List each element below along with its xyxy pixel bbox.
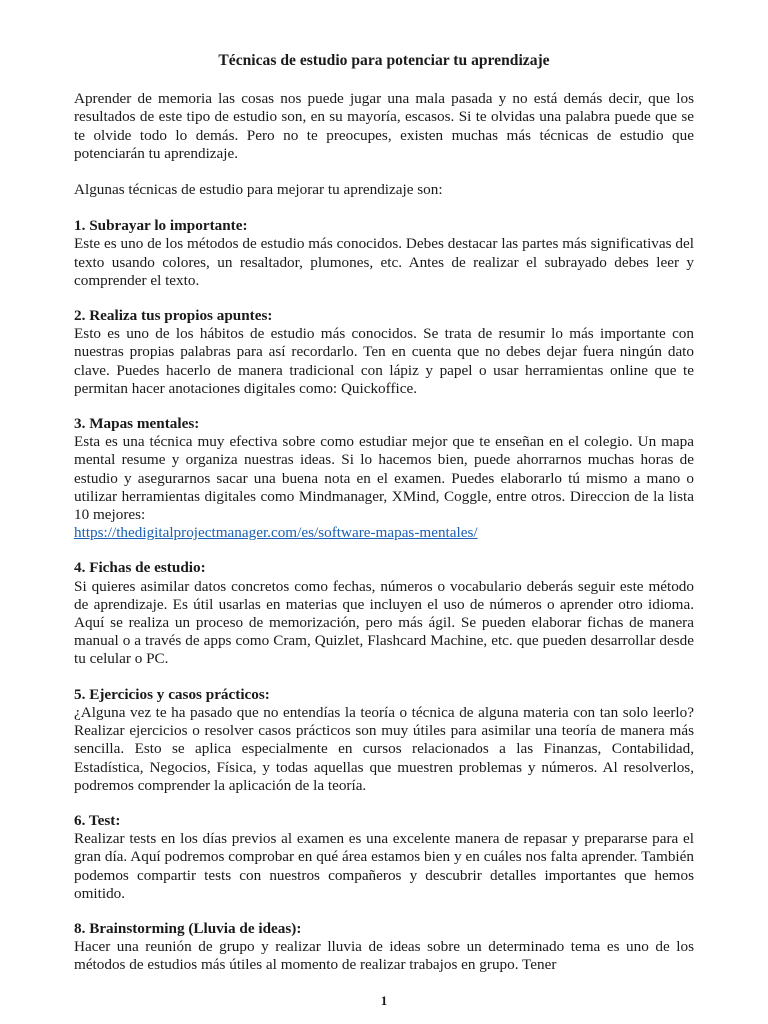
section-mapas-mentales — [74, 415, 694, 542]
section-subrayar — [74, 217, 694, 290]
section-heading: 2. Realiza tus propios apuntes: — [74, 307, 273, 325]
section-body: ¿Alguna vez te ha pasado que no entendías la teoría o técnica de alguna materia con tan solo leerlo? Realizar ejercicios o resolver casos prácticos son muy útiles para asimilar una teoría de manera más sencilla. Esto se aplica especialmente en cursos relacionados a las Finanzas, Contabilidad, Estadística, Negocios, Física, y todas aquellas que muestren problemas y números. Al resolverlos, podremos comprender la aplicación de la teoría. — [74, 703, 694, 794]
section-apuntes — [74, 307, 694, 398]
intro-paragraph: Aprender de memoria las cosas nos puede jugar una mala pasada y no está demás decir, que los resultados de este tipo de estudio son, en su mayoría, escasos. Si te olvidas una palabra puede que se te olvide todo lo demás. Pero no te preocupes, existen muchas más técnicas de estudio que potenciarán tu aprendizaje. — [74, 90, 694, 162]
lead-paragraph: Algunas técnicas de estudio para mejorar tu aprendizaje son: — [74, 181, 443, 199]
section-heading: 8. Brainstorming (Lluvia de ideas): — [74, 919, 302, 937]
section-test — [74, 812, 694, 903]
section-body: Si quieres asimilar datos concretos como fechas, números o vocabulario deberás seguir este método de aprendizaje. Es útil usarlas en materias que incluyen el uso de números o aprender otro idioma. Aquí se realiza un proceso de memorización, pero más ágil. Se pueden elaborar fichas de manera manual o a través de apps como Cram, Quizlet, Flashcard Machine, etc. que pueden desarrollar desde tu celular o PC. — [74, 577, 694, 668]
section-brainstorming — [74, 920, 694, 975]
section-body: Hacer una reunión de grupo y realizar lluvia de ideas sobre un determinado tema es uno de los métodos de estudios más útiles al momento de realizar trabajos en grupo. Tener — [74, 938, 694, 974]
section-heading: 3. Mapas mentales: — [74, 415, 200, 433]
section-body: Esto es uno de los hábitos de estudio más conocidos. Se trata de resumir lo más importante con nuestras propias palabras para así recordarlo. Ten en cuenta que no debes dejar fuera ningún dato clave. Puedes hacerlo de manera tradicional con lápiz y papel o usar herramientas online que te permitan hacer anotaciones digitales como: Quickoffice. — [74, 325, 694, 397]
section-body: Realizar tests en los días previos al examen es una excelente manera de repasar y prepararse para el gran día. Aquí podremos comprobar en qué área estamos bien y en cuáles nos falta aprender. También podemos compartir tests con nuestros compañeros y descubrir detalles importantes que hemos omitido. — [74, 830, 694, 902]
section-body: Esta es una técnica muy efectiva sobre como estudiar mejor que te enseñan en el colegio. Un mapa mental resume y organiza nuestras ideas. Si lo hacemos bien, puede ahorrarnos muchas horas de estudio y asegurarnos sacar una buena nota en el examen. Puedes elaborarlo tú mismo a mano o utilizar herramientas digitales como Mindmanager, XMind, Coggle, entre otros. Direccion de la lista 10 mejores: — [74, 433, 694, 524]
section-fichas — [74, 559, 694, 668]
section-heading: 4. Fichas de estudio: — [74, 559, 206, 577]
page-number: 1 — [380, 993, 388, 1008]
section-body: Este es uno de los métodos de estudio más conocidos. Debes destacar las partes más significativas del texto usando colores, un resaltador, plumones, etc. Antes de realizar el subrayado debes leer y comprender el texto. — [74, 235, 694, 289]
section-heading: 1. Subrayar lo importante: — [74, 217, 248, 235]
section-heading: 6. Test: — [74, 811, 121, 829]
section-ejercicios — [74, 686, 694, 795]
section-heading: 5. Ejercicios y casos prácticos: — [74, 685, 270, 703]
mind-map-software-link[interactable]: https://thedigitalprojectmanager.com/es/software-mapas-mentales/ — [74, 524, 478, 542]
document-title: Técnicas de estudio para potenciar tu aprendizaje — [218, 52, 550, 69]
